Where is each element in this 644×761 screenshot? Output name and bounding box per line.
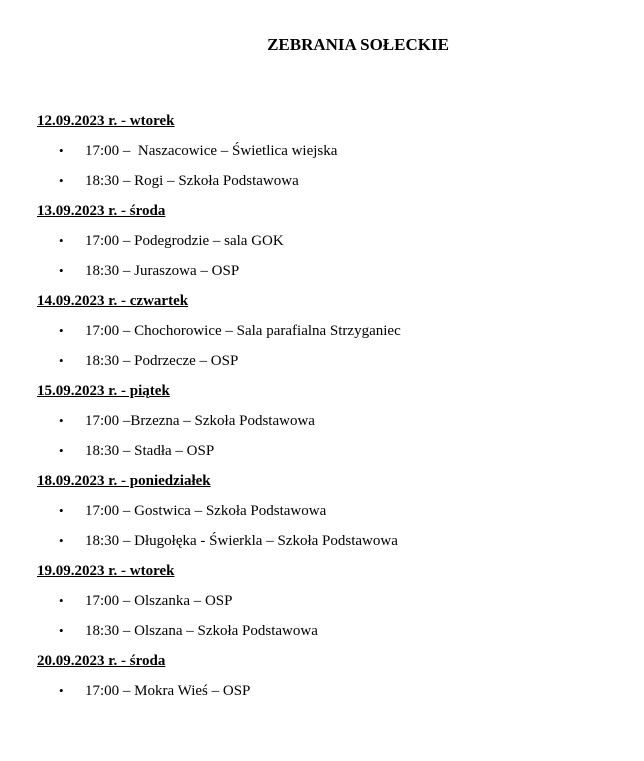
meeting-entry xyxy=(37,171,627,191)
day-heading: 20.09.2023 r. - środa xyxy=(37,653,166,669)
meeting-entry xyxy=(37,231,627,251)
day-heading: 18.09.2023 r. - poniedziałek xyxy=(37,473,211,489)
bullet-icon: • xyxy=(59,413,64,428)
meeting-entry xyxy=(37,501,627,521)
meeting-entry xyxy=(37,441,627,461)
day-heading: 15.09.2023 r. - piątek xyxy=(37,383,170,399)
bullet-icon: • xyxy=(59,263,64,278)
meeting-list xyxy=(37,141,627,191)
meeting-schedule xyxy=(37,111,627,711)
meeting-list xyxy=(37,411,627,461)
meeting-entry xyxy=(37,141,627,161)
bullet-icon: • xyxy=(59,173,64,188)
meeting-entry xyxy=(37,681,627,701)
day-heading: 13.09.2023 r. - środa xyxy=(37,203,166,219)
page-title: ZEBRANIA SOŁECKIE xyxy=(267,35,449,54)
meeting-list xyxy=(37,321,627,371)
meeting-text: 17:00 – Podegrodzie – sala GOK xyxy=(85,233,284,249)
meeting-text: 18:30 – Juraszowa – OSP xyxy=(85,263,240,279)
meeting-text: 18:30 – Stadła – OSP xyxy=(85,443,215,459)
day-heading: 12.09.2023 r. - wtorek xyxy=(37,113,175,129)
meeting-list xyxy=(37,231,627,281)
bullet-icon: • xyxy=(59,443,64,458)
bullet-icon: • xyxy=(59,503,64,518)
day-section xyxy=(37,201,627,281)
day-heading: 19.09.2023 r. - wtorek xyxy=(37,563,175,579)
meeting-text: 17:00 – Naszacowice – Świetlica wiejska xyxy=(85,143,338,159)
day-heading: 14.09.2023 r. - czwartek xyxy=(37,293,189,309)
day-section xyxy=(37,471,627,551)
meeting-text: 18:30 – Długołęka - Świerkla – Szkoła Podstawowa xyxy=(85,533,398,549)
bullet-icon: • xyxy=(59,143,64,158)
meeting-entry xyxy=(37,351,627,371)
meeting-entry xyxy=(37,531,627,551)
day-section xyxy=(37,561,627,641)
meeting-entry xyxy=(37,261,627,281)
meeting-text: 17:00 –Brzezna – Szkoła Podstawowa xyxy=(85,413,315,429)
meeting-entry xyxy=(37,591,627,611)
meeting-text: 17:00 – Chochorowice – Sala parafialna Strzyganiec xyxy=(85,323,401,339)
day-section xyxy=(37,291,627,371)
bullet-icon: • xyxy=(59,233,64,248)
bullet-icon: • xyxy=(59,623,64,638)
meeting-text: 18:30 – Rogi – Szkoła Podstawowa xyxy=(85,173,299,189)
meeting-text: 17:00 – Mokra Wieś – OSP xyxy=(85,683,251,699)
bullet-icon: • xyxy=(59,323,64,338)
day-section xyxy=(37,651,627,701)
bullet-icon: • xyxy=(59,353,64,368)
bullet-icon: • xyxy=(59,683,64,698)
meeting-list xyxy=(37,501,627,551)
meeting-list xyxy=(37,681,627,701)
meeting-entry xyxy=(37,321,627,341)
meeting-entry xyxy=(37,621,627,641)
meeting-entry xyxy=(37,411,627,431)
day-section xyxy=(37,111,627,191)
meeting-text: 17:00 – Olszanka – OSP xyxy=(85,593,233,609)
meeting-text: 18:30 – Podrzecze – OSP xyxy=(85,353,239,369)
bullet-icon: • xyxy=(59,593,64,608)
meeting-list xyxy=(37,591,627,641)
bullet-icon: • xyxy=(59,533,64,548)
meeting-text: 18:30 – Olszana – Szkoła Podstawowa xyxy=(85,623,318,639)
meeting-text: 17:00 – Gostwica – Szkoła Podstawowa xyxy=(85,503,327,519)
day-section xyxy=(37,381,627,461)
